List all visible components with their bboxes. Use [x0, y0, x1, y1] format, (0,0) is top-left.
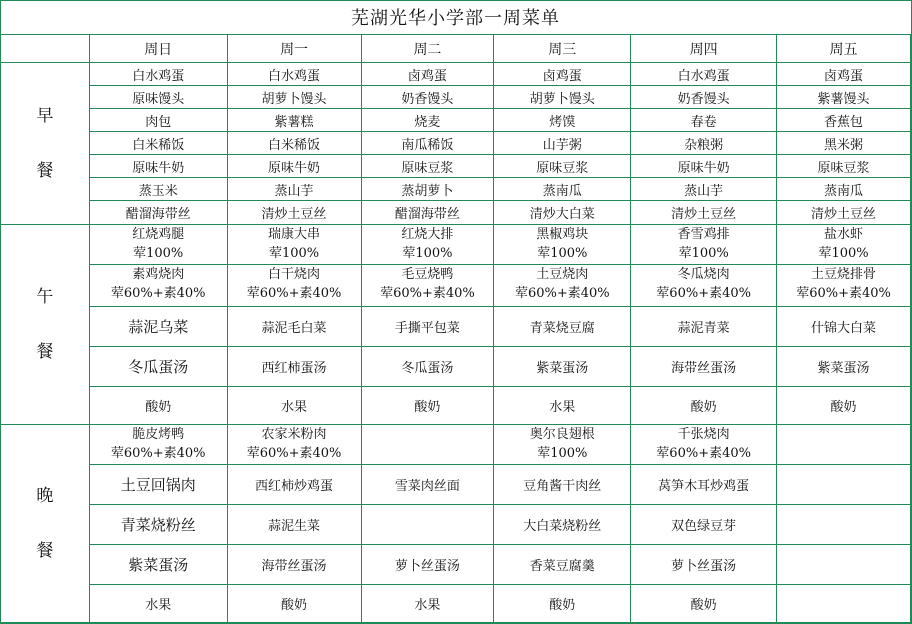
dinner-main-dish: [227, 425, 361, 465]
lunch-label-top: 午: [36, 286, 54, 307]
dinner-label-top: 晚: [36, 485, 54, 506]
lunch-soup-item: 冬瓜蛋汤: [361, 347, 494, 387]
dish-ratio: 荤60%+素40%: [380, 286, 475, 301]
dish-ratio: 荤100%: [402, 246, 453, 261]
dish-name: 土豆烧肉: [536, 267, 589, 282]
dish-ratio: 荤60%+素40%: [110, 286, 206, 301]
breakfast-item: 蒸南瓜: [494, 178, 631, 201]
breakfast-item: 醋溜海带丝: [89, 201, 227, 225]
label-gap: [1, 125, 89, 163]
dinner-label: [1, 425, 90, 623]
dish-ratio: 荤100%: [268, 246, 320, 261]
lunch-main-dish: [361, 265, 494, 307]
dish-name: 红烧鸡腿: [132, 227, 185, 242]
breakfast-item: 春卷: [631, 109, 777, 132]
breakfast-item: 胡萝卜馒头: [227, 86, 361, 109]
breakfast-item: 南瓜稀饭: [361, 132, 494, 155]
dish-name: 香雪鸡排: [677, 227, 730, 242]
menu-title: 芜湖光华小学部一周菜单: [0, 0, 911, 35]
dish-name: 毛豆烧鸭: [401, 267, 454, 282]
weekly-menu-table: [0, 34, 911, 623]
breakfast-item: 烧麦: [361, 109, 494, 132]
dinner-veg-item: 蒜泥生菜: [227, 505, 361, 545]
breakfast-item: 胡萝卜馒头: [494, 86, 631, 109]
lunch-extra-item: 水果: [227, 387, 361, 425]
breakfast-item: 蒸山芋: [227, 178, 361, 201]
lunch-main-dish: [227, 265, 361, 307]
dish-name: 黑椒鸡块: [536, 227, 589, 242]
dinner-extra-item: 酸奶: [631, 585, 777, 623]
dish-ratio: 荤100%: [537, 246, 588, 261]
breakfast-item: 原味豆浆: [494, 155, 631, 178]
lunch-label-bottom: 餐: [36, 341, 54, 362]
lunch-soup-item: 紫菜蛋汤: [777, 347, 911, 387]
breakfast-item: 清炒土豆丝: [777, 201, 911, 225]
dish-name: 冬瓜烧肉: [677, 267, 730, 282]
dinner-main2-item: 雪菜肉丝面: [361, 465, 494, 505]
dish-name: 农家米粉肉: [261, 427, 327, 442]
breakfast-item: 蒸南瓜: [777, 178, 911, 201]
dinner-extra-item: 水果: [361, 585, 494, 623]
breakfast-item: 卤鸡蛋: [361, 63, 494, 86]
dinner-main-dish: [361, 425, 494, 465]
dish-name: 素鸡烧肉: [132, 267, 185, 282]
lunch-main-dish: [631, 225, 777, 265]
breakfast-row: [1, 201, 911, 225]
dish-name: 千张烧肉: [677, 427, 730, 442]
dinner-main-dish: [631, 425, 777, 465]
breakfast-row: [1, 178, 911, 201]
breakfast-label-bottom: 餐: [36, 160, 54, 181]
dinner-extra-item: 酸奶: [227, 585, 361, 623]
lunch-extra-item: 水果: [494, 387, 631, 425]
lunch-veg-item: 蒜泥乌菜: [89, 307, 227, 347]
breakfast-item: 清炒大白菜: [494, 201, 631, 225]
breakfast-item: 原味豆浆: [361, 155, 494, 178]
label-gap: [1, 505, 89, 543]
lunch-main-dish: [631, 265, 777, 307]
dish-name: 土豆烧排骨: [811, 267, 877, 282]
dinner-extra-row: [1, 585, 911, 623]
dinner-extra-item: [777, 585, 911, 623]
breakfast-item: 白米稀饭: [227, 132, 361, 155]
dinner-main2-item: [777, 465, 911, 505]
lunch-veg-row: [1, 307, 911, 347]
lunch-soup-item: 西红柿蛋汤: [227, 347, 361, 387]
lunch-extra-item: 酸奶: [631, 387, 777, 425]
day-header: 周五: [777, 35, 911, 63]
dish-name: 脆皮烤鸭: [132, 427, 185, 442]
lunch-veg-item: 什锦大白菜: [777, 307, 911, 347]
lunch-extra-item: 酸奶: [361, 387, 494, 425]
breakfast-row: [1, 86, 911, 109]
dinner-main2-item: 豆角酱干肉丝: [494, 465, 631, 505]
lunch-soup-item: 冬瓜蛋汤: [89, 347, 227, 387]
breakfast-item: 原味牛奶: [89, 155, 227, 178]
breakfast-item: 白水鸡蛋: [631, 63, 777, 86]
dish-name: 白干烧肉: [268, 267, 321, 282]
dinner-veg-item: 双色绿豆芽: [631, 505, 777, 545]
breakfast-item: 白水鸡蛋: [89, 63, 227, 86]
lunch-main-dish: [494, 265, 631, 307]
lunch-veg-item: 蒜泥毛白菜: [227, 307, 361, 347]
breakfast-item: 原味馒头: [89, 86, 227, 109]
lunch-extra-item: 酸奶: [777, 387, 911, 425]
breakfast-item: 清炒土豆丝: [227, 201, 361, 225]
breakfast-item: 杂粮粥: [631, 132, 777, 155]
breakfast-label: [1, 63, 90, 225]
day-header: 周二: [361, 35, 494, 63]
breakfast-item: 白水鸡蛋: [227, 63, 361, 86]
breakfast-item: 奶香馒头: [361, 86, 494, 109]
dish-name: 红烧大排: [401, 227, 454, 242]
dish-ratio: 荤60%+素40%: [246, 286, 342, 301]
lunch-veg-item: 手撕平包菜: [361, 307, 494, 347]
lunch-veg-item: 蒜泥青菜: [631, 307, 777, 347]
lunch-main-dish: [777, 225, 911, 265]
breakfast-item: 清炒土豆丝: [631, 201, 777, 225]
lunch-veg-item: 青菜烧豆腐: [494, 307, 631, 347]
dish-name: 盐水虾: [824, 227, 864, 242]
lunch-extra-row: [1, 387, 911, 425]
lunch-main1-row: [1, 225, 911, 265]
dinner-main2-row: [1, 465, 911, 505]
label-gap: [1, 306, 89, 344]
dinner-soup-row: [1, 545, 911, 585]
lunch-soup-row: [1, 347, 911, 387]
breakfast-label-top: 早: [36, 105, 54, 126]
breakfast-item: 白米稀饭: [89, 132, 227, 155]
lunch-soup-item: 紫菜蛋汤: [494, 347, 631, 387]
dinner-soup-item: 萝卜丝蛋汤: [631, 545, 777, 585]
breakfast-item: 奶香馒头: [631, 86, 777, 109]
breakfast-item: 肉包: [89, 109, 227, 132]
breakfast-item: 紫薯馒头: [777, 86, 911, 109]
dish-ratio: 荤60%+素40%: [656, 446, 751, 461]
breakfast-item: 原味豆浆: [777, 155, 911, 178]
breakfast-row: [1, 109, 911, 132]
day-header: 周三: [494, 35, 631, 63]
lunch-main-dish: [777, 265, 911, 307]
breakfast-item: 紫薯糕: [227, 109, 361, 132]
lunch-main-dish: [227, 225, 361, 265]
dish-ratio: 荤60%+素40%: [796, 286, 891, 301]
dish-ratio: 荤60%+素40%: [246, 446, 342, 461]
lunch-main-dish: [89, 225, 227, 265]
day-header: 周一: [227, 35, 361, 63]
breakfast-row: [1, 132, 911, 155]
lunch-main2-row: [1, 265, 911, 307]
header-row: [1, 35, 911, 63]
dinner-main2-item: 土豆回锅肉: [89, 465, 227, 505]
breakfast-item: 原味牛奶: [227, 155, 361, 178]
breakfast-row: [1, 155, 911, 178]
corner-cell: [1, 35, 90, 63]
breakfast-item: 黑米粥: [777, 132, 911, 155]
day-header: 周日: [89, 35, 227, 63]
breakfast-item: 卤鸡蛋: [494, 63, 631, 86]
dinner-veg-item: [361, 505, 494, 545]
breakfast-item: 烤馍: [494, 109, 631, 132]
dish-ratio: 荤100%: [818, 246, 869, 261]
dinner-label-bottom: 餐: [36, 540, 54, 561]
dinner-extra-item: 酸奶: [494, 585, 631, 623]
lunch-soup-item: 海带丝蛋汤: [631, 347, 777, 387]
dinner-soup-item: 紫菜蛋汤: [89, 545, 227, 585]
dinner-main-dish: [89, 425, 227, 465]
dinner-main2-item: 西红柿炒鸡蛋: [227, 465, 361, 505]
dinner-main-dish: [777, 425, 911, 465]
dish-ratio: 荤100%: [133, 246, 184, 261]
breakfast-item: 香蕉包: [777, 109, 911, 132]
dish-ratio: 荤100%: [678, 246, 729, 261]
breakfast-item: 蒸玉米: [89, 178, 227, 201]
lunch-extra-item: 酸奶: [89, 387, 227, 425]
breakfast-item: 蒸山芋: [631, 178, 777, 201]
day-header: 周四: [631, 35, 777, 63]
dish-ratio: 荤60%+素40%: [110, 446, 206, 461]
dish-name: 瑞康大串: [268, 227, 321, 242]
dinner-veg-item: [777, 505, 911, 545]
lunch-main-dish: [361, 225, 494, 265]
breakfast-row: [1, 63, 911, 86]
dish-name: 奥尔良翅根: [529, 427, 595, 442]
breakfast-item: 山芋粥: [494, 132, 631, 155]
dish-ratio: 荤60%+素40%: [656, 286, 751, 301]
dinner-veg-item: 青菜烧粉丝: [89, 505, 227, 545]
breakfast-item: 醋溜海带丝: [361, 201, 494, 225]
dinner-main1-row: [1, 425, 911, 465]
breakfast-item: 原味牛奶: [631, 155, 777, 178]
lunch-main-dish: [89, 265, 227, 307]
dish-ratio: 荤100%: [537, 446, 588, 461]
dinner-main-dish: [494, 425, 631, 465]
lunch-label: [1, 225, 90, 425]
dinner-soup-item: 香菜豆腐羹: [494, 545, 631, 585]
dinner-extra-item: 水果: [89, 585, 227, 623]
dinner-soup-item: [777, 545, 911, 585]
dinner-soup-item: 海带丝蛋汤: [227, 545, 361, 585]
dinner-soup-item: 萝卜丝蛋汤: [361, 545, 494, 585]
lunch-main-dish: [494, 225, 631, 265]
breakfast-item: 卤鸡蛋: [777, 63, 911, 86]
dinner-veg-row: [1, 505, 911, 545]
breakfast-item: 蒸胡萝卜: [361, 178, 494, 201]
dish-ratio: 荤60%+素40%: [514, 286, 610, 301]
dinner-veg-item: 大白菜烧粉丝: [494, 505, 631, 545]
dinner-main2-item: 莴笋木耳炒鸡蛋: [631, 465, 777, 505]
